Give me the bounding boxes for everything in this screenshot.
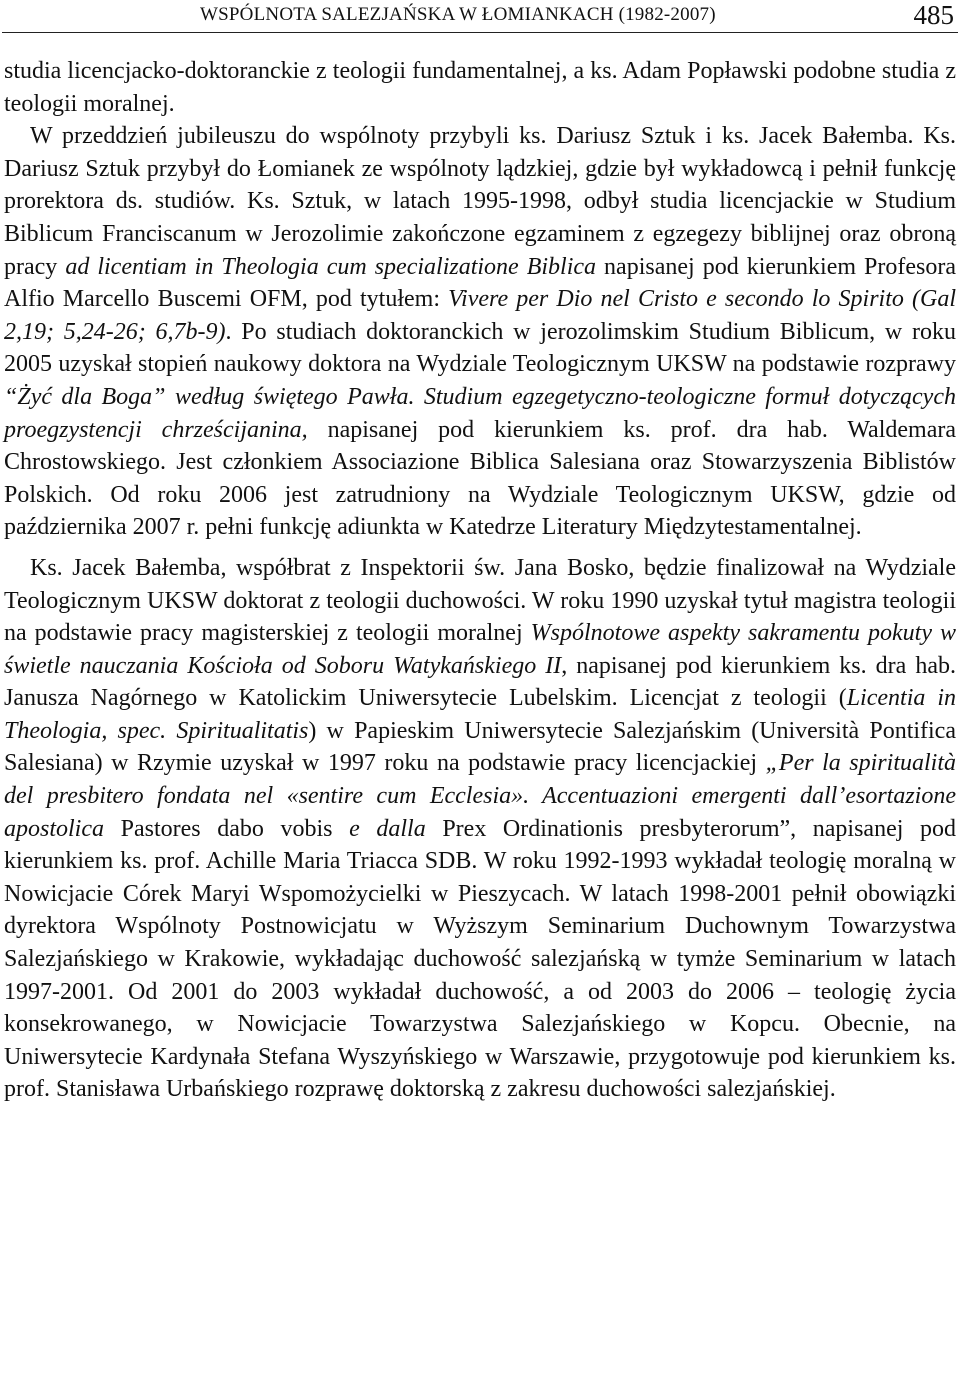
text-run: napisanej pod kierunkiem Profesora Alfio Marcello Buscemi OFM, pod tytułem: (4, 253, 957, 313)
text-run: . Po studiach doktoranckich w jerozolimskim Studium Biblicum, w roku 2005 uzyskał stopień naukowy doktora na Wydziale Teologicznym UKSW na podstawie rozprawy (4, 318, 956, 378)
body-text (4, 55, 956, 1106)
italic-run: Vivere per Dio nel Cristo e secondo lo Spirito (Gal 2,19; 5,24-26; 6,7b-9) (4, 286, 956, 345)
paragraph-3 (4, 552, 956, 1106)
italic-run: „Per la spiritualità del presbitero fondata nel «sentire cum Ecclesia». Accentuazioni emergenti dall’esortazione apostolica (4, 750, 956, 842)
text-run: ) w Papieskim Uniwersytecie Salezjańskim (Università Pontifica Salesiana) w Rzymie uzyskał w 1997 roku na podstawie pracy licencjackiej (4, 717, 956, 777)
text-run: , napisanej pod kierunkiem ks. dra hab. Janusza Nagórnego w Katolickim Uniwersytecie Lubelskim. Licencjat z teologii ( (4, 652, 956, 712)
text-run: Ks. Jacek Bałemba, współbrat z Inspektorii św. Jana Bosko, będzie finalizował na Wydziale Teologicznym UKSW doktorat z teologii duchowości. W roku 1990 uzyskał tytuł magistra teologii na podstawie pracy magisterskiej z teologii moralnej (4, 554, 956, 647)
page-number: 485 (913, 0, 954, 30)
italic-run: “Żyć dla Boga” według świętego Pawła. Studium egzegetyczno-teologiczne formuł dotyczących proegzystencji chrześcijanina, (4, 383, 956, 443)
text-run: napisanej pod kierunkiem ks. prof. dra hab. Waldemara Chrostowskiego. Jest członkiem Associazione Biblica Salesiana oraz Stowarzyszenia Biblistów Polskich. Od roku 2006 jest zatrudniony na Wydziale Teologicznym UKSW, gdzie od października 2007 r. pełni funkcję adiunkta w Katedrze Literatury Międzytestamentalnej. (4, 416, 956, 541)
text-run: Prex Ordinationis presbyterorum”, napisanej pod kierunkiem ks. prof. Achille Maria Triacca SDB. W roku 1992-1993 wykładał teologię moralną w Nowicjacie Córek Maryi Wspomożycielki w Pieszycach. W latach 1998-2001 pełnił obowiązki dyrektora Wspólnoty Postnowicjatu w Wyższym Seminarium Duchownym Towarzystwa Salezjańskiego w Krakowie, wykładając duchowość salezjańską w tymże Seminarium w latach 1997-2001. Od 2001 do 2003 wykładał duchowość, a od 2003 do 2006 – teologię życia konsekrowanego, w Nowicjacie Towarzystwa Salezjańskiego w Kopcu. Obecnie, na Uniwersytecie Kardynała Stefana Wyszyńskiego w Warszawie, przygotowuje pod kierunkiem ks. prof. Stanisława Urbańskiego rozprawę doktorską z zakresu duchowości salezjańskiej. (4, 815, 956, 1103)
header-rule (2, 32, 958, 33)
italic-run: Licentia in Theologia, spec. Spiritualitatis (4, 685, 956, 744)
italic-run: e dalla (349, 815, 426, 842)
italic-run: ad licentiam in Theologia cum specializatione Biblica (65, 253, 597, 280)
text-run: W przeddzień jubileuszu do wspólnoty przybyli ks. Dariusz Sztuk i ks. Jacek Bałemba. Ks. Dariusz Sztuk przybył do Łomianek ze wspólnoty lądzkiej, gdzie był wykładowcą i pełnił funkcję prorektora ds. studiów. Ks. Sztuk, w latach 1995-1998, odbył studia licencjackie w Studium Biblicum Franciscanum w Jerozolimie zakończone egzaminem z egzegezy biblijnej oraz obroną pracy (4, 123, 956, 280)
italic-run: Wspólnotowe aspekty sakramentu pokuty w świetle nauczania Kościoła od Soboru Watykańskiego II (4, 620, 956, 679)
running-title: WSPÓLNOTA SALEZJAŃSKA W ŁOMIANKACH (1982-2007) (200, 4, 716, 25)
paragraph-2 (4, 120, 956, 544)
text-run: studia licencjacko-doktoranckie z teologii fundamentalnej, a ks. Adam Popławski podobne studia z teologii moralnej. (4, 58, 956, 117)
paragraph-1 (4, 55, 956, 120)
running-head (0, 0, 960, 36)
text-run: Pastores dabo vobis (104, 815, 350, 842)
